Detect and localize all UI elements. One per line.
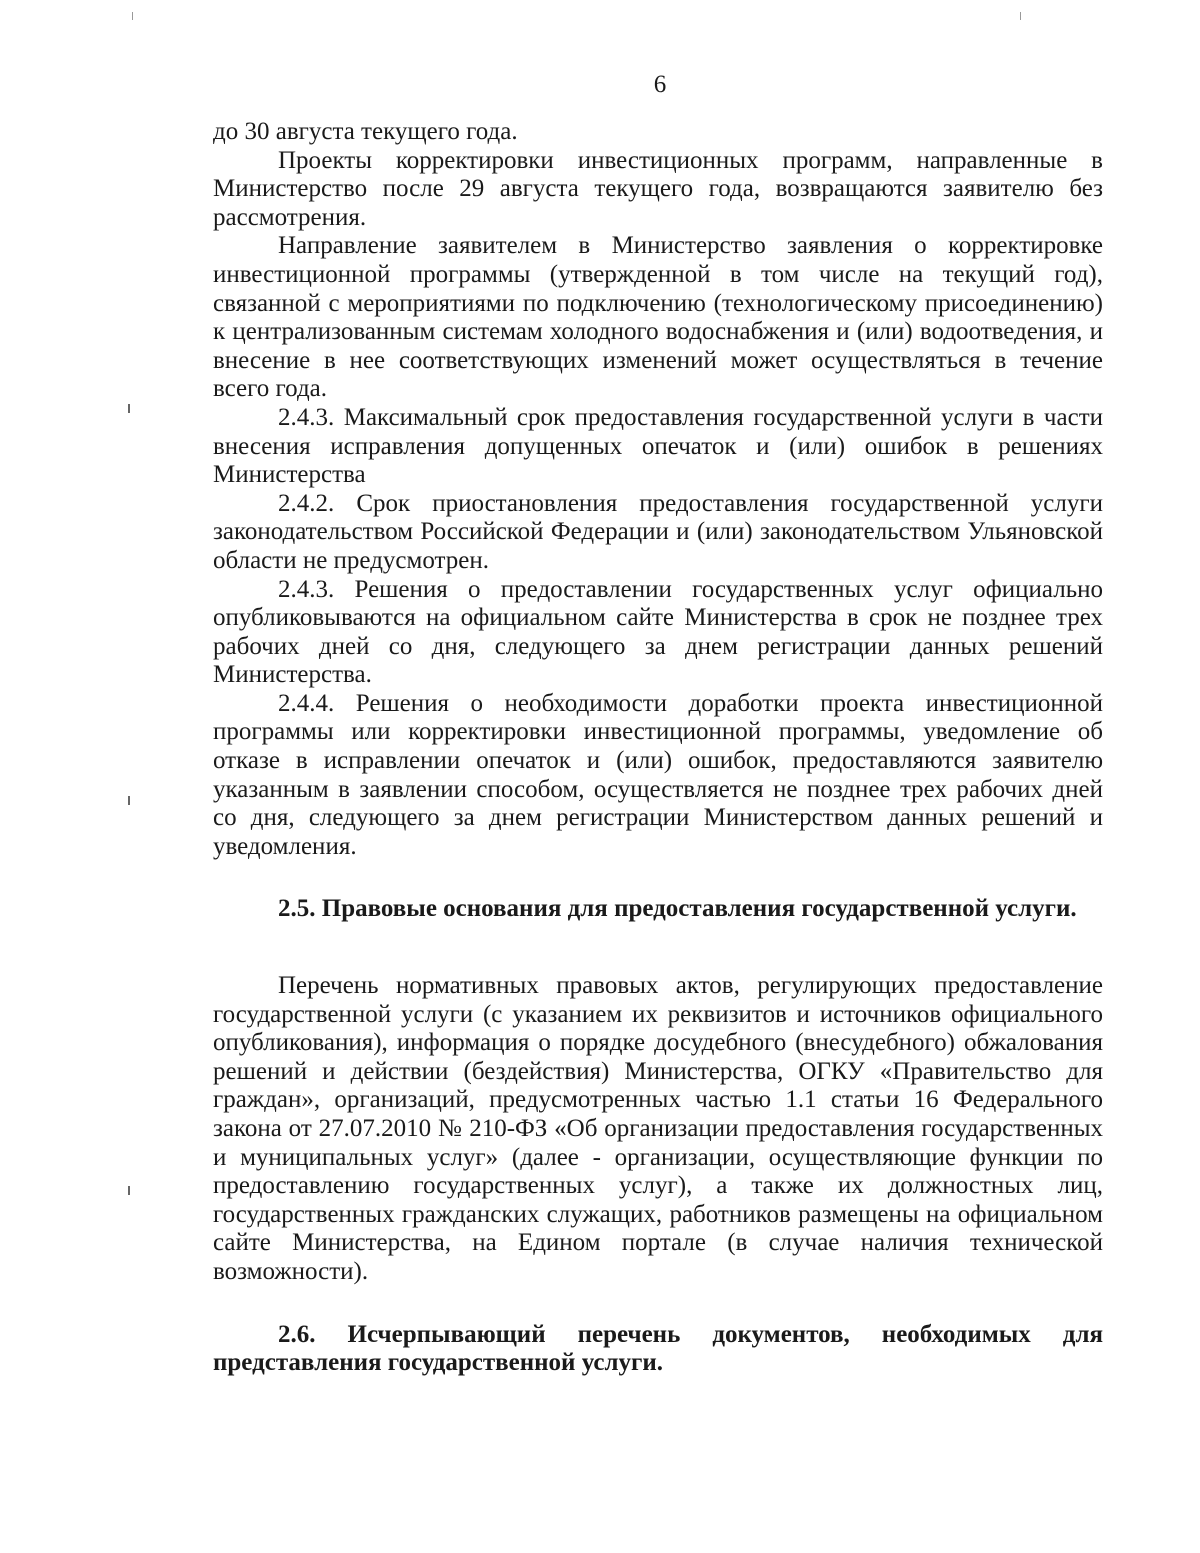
paragraph-legal-acts: Перечень нормативных правовых актов, регулирующих предоставление государственной услуги (с указанием их реквизитов и источников официального опубликования), информация о порядке досудебного (внесудебного) обжалования решений и действии (бездействия) Министерства, ОГКУ «Правительство для граждан», организаций, предусмотренных частью 1.1 статьи 16 Федерального закона от 27.07.2010 № 210-ФЗ «Об организации предоставления государственных и муниципальных услуг» (далее - организации, осуществляющие функции по предоставлению государственных услуг), а также их должностных лиц, государственных гражданских служащих, работников размещены на официальном сайте Министерства, на Едином портале (в случае наличия технической возможности). bbox=[213, 972, 1103, 1285]
document-body bbox=[213, 118, 1103, 1378]
paragraph-2-4-3-publication: 2.4.3. Решения о предоставлении государственных услуг официально опубликовываются на официальном сайте Министерства в срок не позднее трех рабочих дней со дня, следующего за днем регистрации данных решений Министерства. bbox=[213, 575, 1103, 689]
paragraph-2-4-3-max-term: 2.4.3. Максимальный срок предоставления государственной услуги в части внесения исправления допущенных опечаток и (или) ошибок в решениях Министерства bbox=[213, 403, 1103, 489]
paragraph-2-4-4-decisions: 2.4.4. Решения о необходимости доработки проекта инвестиционной программы или корректировки инвестиционной программы, уведомление об отказе в исправлении опечаток и (или) ошибок, предоставляются заявителю указанным в заявлении способом, осуществляется не позднее трех рабочих дней со дня, следующего за днем регистрации Министерством данных решений и уведомления. bbox=[213, 689, 1103, 860]
binding-hole-mark bbox=[128, 404, 130, 413]
page-number: 6 bbox=[653, 71, 667, 98]
binding-hole-mark bbox=[128, 1186, 130, 1195]
section-heading-2-5: 2.5. Правовые основания для предоставления государственной услуги. bbox=[278, 895, 1077, 923]
scan-mark bbox=[132, 12, 133, 20]
paragraph: Проекты корректировки инвестиционных программ, направленные в Министерство после 29 августа текущего года, возвращаются заявителю без рассмотрения. bbox=[213, 146, 1103, 231]
paragraph: до 30 августа текущего года. bbox=[213, 118, 518, 145]
section-heading-2-6: 2.6. Исчерпывающий перечень документов, необходимых для представления государственной услуги. bbox=[213, 1320, 1103, 1377]
binding-hole-mark bbox=[128, 796, 130, 805]
scan-mark bbox=[1020, 12, 1021, 20]
paragraph: Направление заявителем в Министерство заявления о корректировке инвестиционной программы (утвержденной в том числе на текущий год), связанной с мероприятиями по подключению (технологическому присоединению) к централизованным системам холодного водоснабжения и (или) водоотведения, и внесение в нее соответствующих изменений может осуществляться в течение всего года. bbox=[213, 232, 1103, 403]
paragraph-2-4-2-suspension: 2.4.2. Срок приостановления предоставления государственной услуги законодательством Российской Федерации и (или) законодательством Ульяновской области не предусмотрен. bbox=[213, 489, 1103, 574]
